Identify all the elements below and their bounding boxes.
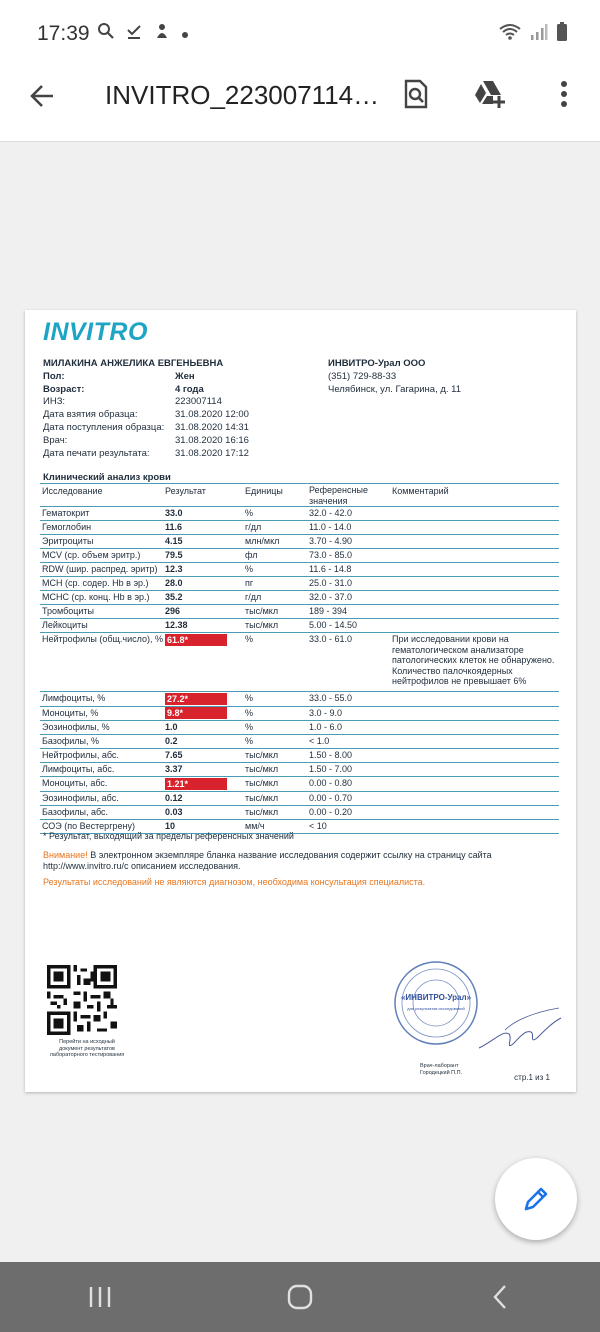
wifi-icon (498, 23, 522, 46)
table-row (40, 521, 559, 535)
find-in-document-button[interactable] (398, 76, 434, 112)
cell-reference: < 10 (309, 820, 327, 831)
cell-result (165, 707, 245, 721)
cell-result: 11.6 (165, 522, 183, 532)
signature-name: Городецкий П.П. (420, 1069, 463, 1076)
signal-icon (530, 23, 548, 46)
header-units: Единицы (245, 486, 283, 496)
status-notifications (97, 22, 189, 45)
patient-field-value: 31.08.2020 14:31 (175, 421, 249, 433)
lab-stamp (393, 960, 479, 1046)
out-of-range-flag: 61.8* (165, 634, 227, 646)
cell-units: пг (245, 578, 254, 588)
table-row (40, 507, 559, 521)
status-bar (0, 0, 600, 68)
cell-test: MCH (ср. содер. Hb в эр.) (42, 578, 149, 588)
status-system-icons (498, 22, 568, 47)
attention-label: Внимание! (43, 850, 88, 860)
add-to-drive-icon (473, 79, 507, 109)
cell-reference: 73.0 - 85.0 (309, 550, 353, 560)
document-title: INVITRO_223007114… (105, 80, 380, 110)
search-icon (97, 22, 115, 45)
disclaimer: Результаты исследований не являются диагнозом, необходима консультация специалиста. (43, 877, 426, 887)
cell-test: Лейкоциты (42, 620, 88, 630)
cell-result: 35.2 (165, 592, 183, 602)
page-number: стр.1 из 1 (514, 1073, 550, 1082)
table-row (40, 591, 559, 605)
cell-comment (392, 777, 559, 778)
chevron-left-icon (490, 1283, 510, 1311)
patient-name: МИЛАКИНА АНЖЕЛИКА ЕВГЕНЬЕВНА (43, 358, 224, 369)
cell-reference: 1.50 - 8.00 (309, 750, 353, 760)
cell-test: Гематокрит (42, 508, 90, 518)
cell-result (165, 777, 245, 791)
cell-result: 4.15 (165, 536, 183, 546)
cell-units: г/дл (245, 592, 262, 602)
cell-test: Базофилы, % (42, 736, 99, 746)
cell-reference: 189 - 394 (309, 606, 348, 616)
patient-field-value: 4 года (175, 383, 204, 395)
cell-comment (392, 792, 559, 793)
table-row (40, 735, 559, 749)
cell-units: % (245, 736, 254, 746)
patient-field-label: Врач: (43, 434, 68, 446)
patient-field-value: 31.08.2020 12:00 (175, 409, 249, 421)
cell-result (165, 692, 245, 706)
status-time: 17:39 (37, 22, 90, 45)
attention-text: В электронном экземпляре бланка название исследования содержит ссылку на страницу сайта (87, 850, 492, 860)
patient-field-row (43, 422, 249, 435)
cell-result: 7.65 (165, 750, 183, 760)
cell-reference: 32.0 - 42.0 (309, 508, 353, 518)
cell-units: % (245, 722, 254, 732)
cell-reference: 11.0 - 14.0 (309, 522, 352, 532)
cell-units: г/дл (245, 522, 262, 532)
patient-field-label: Возраст: (43, 383, 85, 395)
cell-result: 0.03 (165, 806, 183, 817)
cell-units: % (245, 564, 254, 574)
table-row (40, 749, 559, 763)
patient-info (43, 358, 249, 460)
more-vert-icon (560, 80, 568, 108)
cell-result: 0.2 (165, 736, 178, 746)
lab-address: Челябинск, ул. Гагарина, д. 11 (328, 383, 462, 395)
table-row (40, 563, 559, 577)
cell-reference: 32.0 - 37.0 (309, 592, 353, 602)
cell-result: 12.3 (165, 564, 183, 574)
cell-result (165, 633, 245, 647)
cell-test: Гемоглобин (42, 522, 92, 532)
cell-test: Эозинофилы, абс. (42, 792, 119, 803)
out-of-range-flag: 9.8* (165, 707, 227, 719)
find-in-page-icon (403, 79, 429, 109)
cell-comment (392, 549, 559, 550)
cell-test: Нейтрофилы, абс. (42, 750, 119, 760)
results-table (40, 483, 559, 834)
patient-field-label: Дата печати результата: (43, 447, 150, 459)
cell-test: СОЭ (по Вестергрену) (42, 820, 135, 831)
header-result: Результат (165, 486, 206, 496)
app-notification-icon (153, 22, 171, 45)
cell-reference: 3.0 - 9.0 (309, 707, 343, 718)
stamp-subtext: для результатов исследований (407, 1006, 465, 1011)
cell-reference: 33.0 - 55.0 (309, 693, 353, 703)
cell-test: Эритроциты (42, 536, 94, 546)
lab-phone: (351) 729-88-33 (328, 370, 397, 382)
document-page (25, 310, 576, 1092)
system-back-button[interactable] (470, 1267, 530, 1327)
patient-field-row (43, 371, 249, 384)
lab-info (328, 358, 461, 396)
patient-field-value: 223007114 (175, 396, 222, 408)
cell-units: тыс/мкл (245, 606, 279, 616)
home-button[interactable] (270, 1267, 330, 1327)
header-comment: Комментарий (392, 486, 449, 496)
section-title: Клинический анализ крови (43, 472, 171, 483)
patient-field-label: Дата поступления образца: (43, 421, 165, 433)
cell-comment (392, 521, 559, 522)
table-row (40, 707, 559, 722)
system-navigation-bar (0, 1262, 600, 1332)
invitro-logo: INVITRO (43, 318, 148, 346)
out-of-range-flag: 1.21* (165, 778, 227, 790)
cell-units: тыс/мкл (245, 778, 279, 788)
app-bar-actions (398, 76, 582, 112)
patient-field-label: ИНЗ: (43, 396, 66, 408)
recent-apps-icon (87, 1284, 113, 1310)
cell-units: % (245, 508, 254, 518)
cell-comment (392, 563, 559, 564)
cell-comment (392, 507, 559, 508)
cell-test: Эозинофилы, % (42, 722, 110, 732)
cell-comment (392, 820, 559, 821)
edit-fab-button[interactable] (495, 1158, 577, 1240)
cell-reference: 0.00 - 0.70 (309, 792, 353, 803)
cell-units: % (245, 693, 254, 703)
patient-field-label: Пол: (43, 370, 65, 382)
back-button[interactable] (24, 78, 60, 114)
cell-units: тыс/мкл (245, 792, 279, 803)
cell-units: мм/ч (245, 820, 265, 831)
qr-caption: Перейти на исходный документ результатов лабораторного тестирования (49, 1039, 125, 1058)
cell-comment (392, 605, 559, 606)
table-header (40, 483, 559, 507)
cell-reference: 3.70 - 4.90 (309, 536, 353, 546)
cell-reference: 1.50 - 7.00 (309, 764, 353, 774)
cell-reference: 5.00 - 14.50 (309, 620, 358, 630)
cell-units: % (245, 707, 254, 718)
table-row (40, 777, 559, 792)
patient-field-value: 31.08.2020 17:12 (175, 447, 249, 459)
pdf-viewer[interactable] (0, 142, 600, 1262)
cell-reference: < 1.0 (309, 736, 330, 746)
cell-comment (392, 735, 559, 736)
table-row (40, 792, 559, 806)
cell-units: млн/мкл (245, 536, 280, 546)
cell-result: 33.0 (165, 508, 183, 518)
cell-reference: 1.0 - 6.0 (309, 722, 343, 732)
app-bar (0, 68, 600, 142)
table-row (40, 721, 559, 735)
cell-comment (392, 707, 559, 708)
cell-test: Лимфоциты, абс. (42, 764, 115, 774)
cell-test: Лимфоциты, % (42, 693, 106, 703)
cell-test: RDW (шир. распред. эритр) (42, 564, 158, 574)
cell-result: 0.12 (165, 792, 183, 803)
attention-note (43, 850, 543, 871)
cell-test: Моноциты, абс. (42, 778, 108, 788)
cell-result: 296 (165, 606, 181, 616)
cell-reference: 33.0 - 61.0 (309, 634, 353, 644)
table-row (40, 763, 559, 777)
patient-field-row (43, 396, 249, 409)
cell-test: MCHC (ср. конц. Hb в эр.) (42, 592, 150, 602)
table-row (40, 535, 559, 549)
cell-test: Тромбоциты (42, 606, 95, 616)
cell-comment (392, 763, 559, 764)
edit-pencil-icon (521, 1184, 551, 1214)
qr-code[interactable] (47, 965, 117, 1035)
patient-field-value: 31.08.2020 16:16 (175, 434, 249, 446)
cell-units: тыс/мкл (245, 620, 279, 630)
patient-field-row (43, 435, 249, 448)
signature-role: Врач-лаборант (420, 1063, 459, 1069)
cell-test: MCV (ср. объем эритр.) (42, 550, 141, 560)
cell-reference: 0.00 - 0.80 (309, 778, 353, 788)
cell-comment (392, 806, 559, 807)
cell-result: 12.38 (165, 620, 188, 630)
cell-test: Моноциты, % (42, 707, 99, 718)
more-options-button[interactable] (546, 76, 582, 112)
patient-field-label: Дата взятия образца: (43, 409, 138, 421)
table-row (40, 549, 559, 563)
cell-result: 28.0 (165, 578, 183, 588)
cell-comment (392, 692, 559, 693)
table-row (40, 806, 559, 820)
cell-comment (392, 721, 559, 722)
signature-caption (420, 1063, 462, 1076)
cell-units: фл (245, 550, 258, 560)
cell-reference: 25.0 - 31.0 (309, 578, 353, 588)
battery-icon (556, 22, 568, 47)
patient-field-value: Жен (175, 370, 195, 382)
table-row (40, 692, 559, 707)
cell-result: 79.5 (165, 550, 183, 560)
cell-reference: 11.6 - 14.8 (309, 564, 352, 574)
cell-test: Базофилы, абс. (42, 806, 109, 817)
table-row (40, 633, 559, 692)
attention-link[interactable]: http://www.invitro.ru/с описанием исследования. (43, 860, 241, 871)
cell-comment (392, 535, 559, 536)
add-to-drive-button[interactable] (472, 76, 508, 112)
header-reference: Референсные значения (309, 485, 368, 506)
cell-comment (392, 591, 559, 592)
cell-reference: 0.00 - 0.20 (309, 806, 353, 817)
cell-result: 1.0 (165, 722, 178, 732)
table-row (40, 605, 559, 619)
cell-comment (392, 619, 559, 620)
cell-units: тыс/мкл (245, 764, 279, 774)
table-row (40, 619, 559, 633)
cell-units: % (245, 634, 254, 644)
cell-test: Нейтрофилы (общ.число), % (42, 634, 163, 644)
lab-name: ИНВИТРО-Урал ООО (328, 358, 426, 369)
footnote: * Результат, выходящий за пределы референсных значений (43, 831, 294, 841)
signature (475, 1000, 565, 1060)
recent-apps-button[interactable] (70, 1267, 130, 1327)
out-of-range-flag: 27.2* (165, 693, 227, 705)
patient-field-row (43, 448, 249, 461)
patient-field-row (43, 409, 249, 422)
cell-result: 3.37 (165, 764, 183, 774)
more-notifications-dot-icon (181, 23, 189, 44)
cell-comment (392, 577, 559, 578)
stamp-text: «ИНВИТРО-Урал» (400, 993, 472, 1002)
table-row (40, 577, 559, 591)
arrow-back-icon (28, 82, 56, 110)
cell-comment: При исследовании крови на гематологическом анализаторе патологических клеток не обнаружено. Количество палочкоядерных нейтрофилов не превышает 6% (392, 634, 555, 686)
cell-comment (392, 749, 559, 750)
download-done-icon (125, 22, 143, 45)
header-test: Исследование (42, 486, 103, 496)
home-icon (286, 1283, 314, 1311)
cell-units: тыс/мкл (245, 750, 279, 760)
patient-field-row (43, 384, 249, 397)
cell-result: 10 (165, 820, 176, 831)
cell-units: тыс/мкл (245, 806, 279, 817)
